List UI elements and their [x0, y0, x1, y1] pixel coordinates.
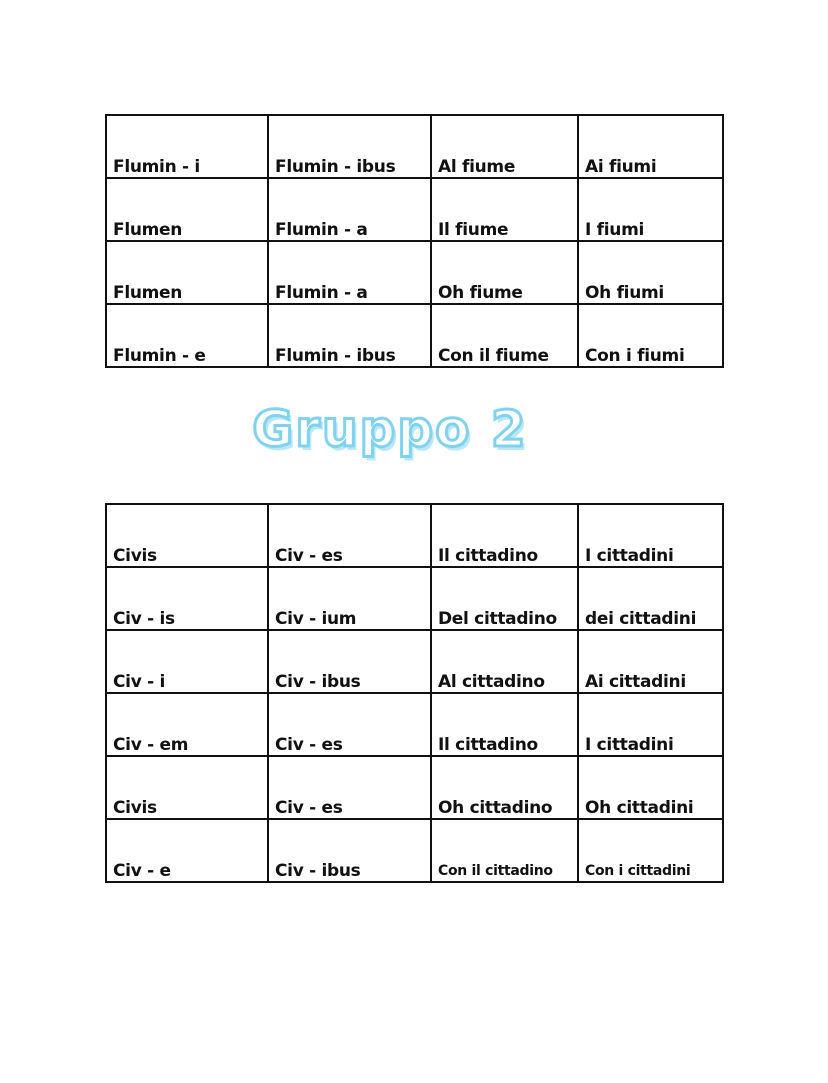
table-cell: Con il fiume	[431, 304, 578, 367]
table-cell: Il cittadino	[431, 504, 578, 567]
table-cell: Oh cittadino	[431, 756, 578, 819]
table-cell: Civ - e	[106, 819, 268, 882]
table-cell: Al cittadino	[431, 630, 578, 693]
table-cell: Civ - em	[106, 693, 268, 756]
table-cell: Ai fiumi	[578, 115, 723, 178]
table-row	[106, 693, 723, 756]
table-cell: Con il cittadino	[431, 819, 578, 882]
table-cell: Civ - es	[268, 756, 431, 819]
declension-table-civis	[105, 503, 724, 883]
table-cell: Con i cittadini	[578, 819, 723, 882]
table-cell: Il cittadino	[431, 693, 578, 756]
table-cell: Oh fiumi	[578, 241, 723, 304]
table-cell: I cittadini	[578, 504, 723, 567]
table-cell: Civis	[106, 504, 268, 567]
table-cell: Al fiume	[431, 115, 578, 178]
table-cell: I cittadini	[578, 693, 723, 756]
table-cell: Flumin - a	[268, 178, 431, 241]
table-row	[106, 178, 723, 241]
table-row	[106, 304, 723, 367]
table-cell: Civ - ibus	[268, 819, 431, 882]
table-row	[106, 567, 723, 630]
table-row	[106, 819, 723, 882]
table-cell: dei cittadini	[578, 567, 723, 630]
table-cell: Flumin - ibus	[268, 304, 431, 367]
table-row	[106, 241, 723, 304]
table-cell: Civ - ibus	[268, 630, 431, 693]
table-cell: Flumen	[106, 178, 268, 241]
table-cell: I fiumi	[578, 178, 723, 241]
table-row	[106, 756, 723, 819]
group-title: Gruppo 2	[252, 400, 528, 458]
table-cell: Civ - is	[106, 567, 268, 630]
table-cell: Flumen	[106, 241, 268, 304]
table-cell: Oh fiume	[431, 241, 578, 304]
table-cell: Civis	[106, 756, 268, 819]
table-cell: Con i fiumi	[578, 304, 723, 367]
table-cell: Civ - es	[268, 504, 431, 567]
table-cell: Civ - i	[106, 630, 268, 693]
table-cell: Oh cittadini	[578, 756, 723, 819]
table-cell: Il fiume	[431, 178, 578, 241]
declension-table-flumen	[105, 114, 724, 368]
table-row	[106, 504, 723, 567]
table-cell: Civ - es	[268, 693, 431, 756]
table-cell: Ai cittadini	[578, 630, 723, 693]
table-cell: Flumin - ibus	[268, 115, 431, 178]
table-cell: Civ - ium	[268, 567, 431, 630]
table-row	[106, 115, 723, 178]
table-cell: Del cittadino	[431, 567, 578, 630]
table-row	[106, 630, 723, 693]
table-cell: Flumin - i	[106, 115, 268, 178]
table-cell: Flumin - a	[268, 241, 431, 304]
table-cell: Flumin - e	[106, 304, 268, 367]
